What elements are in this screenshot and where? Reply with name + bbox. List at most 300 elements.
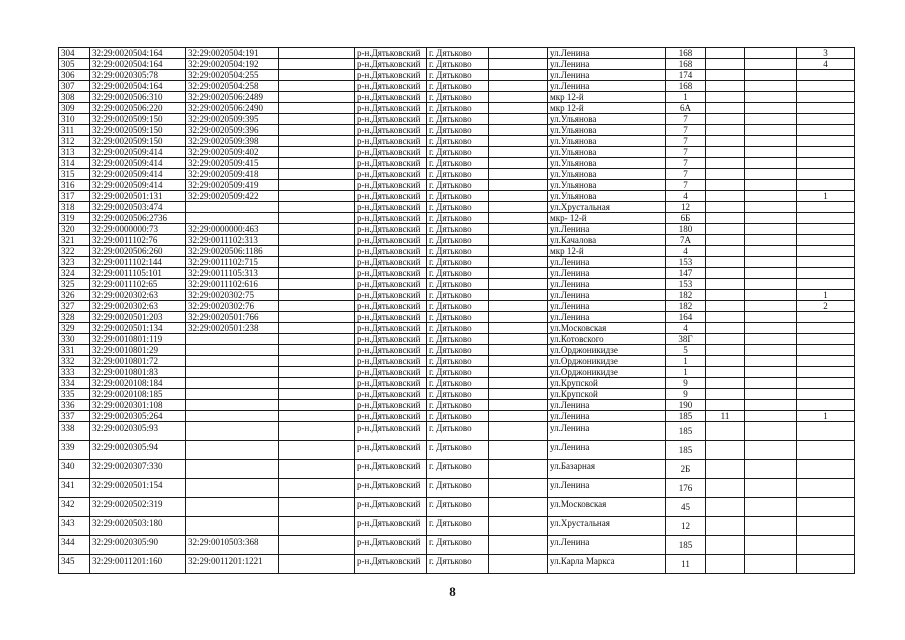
street-cell: ул.Ленина xyxy=(548,479,666,498)
table-row xyxy=(59,268,855,279)
district-cell: р-н.Дятьковский xyxy=(355,422,427,441)
city-cell: г. Дятьково xyxy=(427,224,489,235)
blank-cell xyxy=(745,158,797,169)
blank-cell xyxy=(489,180,548,191)
apartment-number-cell xyxy=(797,213,855,224)
cadastral-number-2-cell: 32:29:0020509:422 xyxy=(186,191,279,202)
blank-cell xyxy=(279,411,355,422)
blank-cell xyxy=(745,290,797,301)
row-number-cell: 328 xyxy=(59,312,90,323)
cadastral-number-2-cell: 32:29:0020509:395 xyxy=(186,114,279,125)
extra-number-cell xyxy=(706,257,745,268)
apartment-number-cell: 2 xyxy=(797,301,855,312)
blank-cell xyxy=(489,378,548,389)
district-cell: р-н.Дятьковский xyxy=(355,378,427,389)
district-cell: р-н.Дятьковский xyxy=(355,213,427,224)
table-row xyxy=(59,147,855,158)
district-cell: р-н.Дятьковский xyxy=(355,460,427,479)
blank-cell xyxy=(745,202,797,213)
blank-cell xyxy=(279,517,355,536)
row-number-cell: 336 xyxy=(59,400,90,411)
table-row xyxy=(59,125,855,136)
blank-cell xyxy=(489,235,548,246)
apartment-number-cell xyxy=(797,536,855,555)
cadastral-number-2-cell: 32:29:0020302:76 xyxy=(186,301,279,312)
house-number-cell: 11 xyxy=(666,555,706,574)
city-cell: г. Дятьково xyxy=(427,378,489,389)
apartment-number-cell xyxy=(797,334,855,345)
city-cell: г. Дятьково xyxy=(427,536,489,555)
house-number-cell: 185 xyxy=(666,411,706,422)
cadastral-number-2-cell xyxy=(186,498,279,517)
district-cell: р-н.Дятьковский xyxy=(355,257,427,268)
row-number-cell: 305 xyxy=(59,59,90,70)
extra-number-cell xyxy=(706,422,745,441)
page-number: 8 xyxy=(449,584,456,599)
apartment-number-cell xyxy=(797,70,855,81)
city-cell: г. Дятьково xyxy=(427,555,489,574)
row-number-cell: 306 xyxy=(59,70,90,81)
extra-number-cell xyxy=(706,400,745,411)
cadastral-number-2-cell xyxy=(186,422,279,441)
blank-cell xyxy=(745,301,797,312)
district-cell: р-н.Дятьковский xyxy=(355,158,427,169)
table-row xyxy=(59,378,855,389)
cadastral-number-cell: 32:29:0011201:160 xyxy=(90,555,186,574)
street-cell: ул.Ульянова xyxy=(548,125,666,136)
cadastral-number-2-cell: 32:29:0011105:313 xyxy=(186,268,279,279)
cadastral-number-cell: 32:29:0010801:29 xyxy=(90,345,186,356)
district-cell: р-н.Дятьковский xyxy=(355,389,427,400)
cadastral-number-2-cell xyxy=(186,389,279,400)
blank-cell xyxy=(279,235,355,246)
extra-number-cell xyxy=(706,498,745,517)
blank-cell xyxy=(489,356,548,367)
blank-cell xyxy=(745,441,797,460)
row-number-cell: 329 xyxy=(59,323,90,334)
street-cell: ул.Московская xyxy=(548,323,666,334)
blank-cell xyxy=(745,191,797,202)
cadastral-number-2-cell: 32:29:0020504:258 xyxy=(186,81,279,92)
table-row xyxy=(59,301,855,312)
table-row xyxy=(59,180,855,191)
city-cell: г. Дятьково xyxy=(427,334,489,345)
blank-cell xyxy=(745,389,797,400)
street-cell: ул.Ленина xyxy=(548,279,666,290)
extra-number-cell xyxy=(706,517,745,536)
extra-number-cell: 11 xyxy=(706,411,745,422)
blank-cell xyxy=(279,312,355,323)
city-cell: г. Дятьково xyxy=(427,323,489,334)
street-cell: ул.Ленина xyxy=(548,411,666,422)
apartment-number-cell xyxy=(797,345,855,356)
blank-cell xyxy=(489,268,548,279)
row-number-cell: 310 xyxy=(59,114,90,125)
row-number-cell: 337 xyxy=(59,411,90,422)
row-number-cell: 344 xyxy=(59,536,90,555)
blank-cell xyxy=(279,136,355,147)
table-row xyxy=(59,441,855,460)
extra-number-cell xyxy=(706,345,745,356)
table-row xyxy=(59,555,855,574)
extra-number-cell xyxy=(706,367,745,378)
extra-number-cell xyxy=(706,460,745,479)
table-row xyxy=(59,224,855,235)
table-row xyxy=(59,235,855,246)
house-number-cell: 7 xyxy=(666,147,706,158)
row-number-cell: 327 xyxy=(59,301,90,312)
cadastral-number-2-cell: 32:29:0011102:715 xyxy=(186,257,279,268)
street-cell: ул.Ленина xyxy=(548,422,666,441)
cadastral-number-cell: 32:29:0020305:94 xyxy=(90,441,186,460)
district-cell: р-н.Дятьковский xyxy=(355,312,427,323)
blank-cell xyxy=(745,81,797,92)
house-number-cell: 38Г xyxy=(666,334,706,345)
district-cell: р-н.Дятьковский xyxy=(355,224,427,235)
city-cell: г. Дятьково xyxy=(427,59,489,70)
cadastral-number-cell: 32:29:0020302:63 xyxy=(90,290,186,301)
city-cell: г. Дятьково xyxy=(427,202,489,213)
apartment-number-cell xyxy=(797,279,855,290)
extra-number-cell xyxy=(706,48,745,59)
cadastral-number-2-cell xyxy=(186,345,279,356)
city-cell: г. Дятьково xyxy=(427,301,489,312)
extra-number-cell xyxy=(706,441,745,460)
row-number-cell: 317 xyxy=(59,191,90,202)
document-page xyxy=(58,47,855,574)
apartment-number-cell xyxy=(797,158,855,169)
blank-cell xyxy=(745,147,797,158)
row-number-cell: 323 xyxy=(59,257,90,268)
blank-cell xyxy=(489,460,548,479)
table-row xyxy=(59,92,855,103)
row-number-cell: 320 xyxy=(59,224,90,235)
street-cell: ул.Котовского xyxy=(548,334,666,345)
blank-cell xyxy=(745,257,797,268)
apartment-number-cell: 1 xyxy=(797,191,855,202)
district-cell: р-н.Дятьковский xyxy=(355,125,427,136)
house-number-cell: 12 xyxy=(666,202,706,213)
city-cell: г. Дятьково xyxy=(427,48,489,59)
blank-cell xyxy=(745,400,797,411)
row-number-cell: 321 xyxy=(59,235,90,246)
district-cell: р-н.Дятьковский xyxy=(355,356,427,367)
cadastral-number-2-cell: 32:29:0020504:255 xyxy=(186,70,279,81)
city-cell: г. Дятьково xyxy=(427,367,489,378)
house-number-cell: 12 xyxy=(666,517,706,536)
house-number-cell: 7 xyxy=(666,180,706,191)
district-cell: р-н.Дятьковский xyxy=(355,400,427,411)
row-number-cell: 304 xyxy=(59,48,90,59)
table-row xyxy=(59,246,855,257)
extra-number-cell xyxy=(706,70,745,81)
house-number-cell: 176 xyxy=(666,479,706,498)
blank-cell xyxy=(745,136,797,147)
apartment-number-cell: 1 xyxy=(797,290,855,301)
table-row xyxy=(59,169,855,180)
cadastral-number-cell: 32:29:0020509:150 xyxy=(90,114,186,125)
extra-number-cell xyxy=(706,301,745,312)
district-cell: р-н.Дятьковский xyxy=(355,411,427,422)
house-number-cell: 168 xyxy=(666,59,706,70)
blank-cell xyxy=(489,345,548,356)
blank-cell xyxy=(489,213,548,224)
apartment-number-cell xyxy=(797,103,855,114)
apartment-number-cell xyxy=(797,147,855,158)
blank-cell xyxy=(279,158,355,169)
street-cell: ул.Ленина xyxy=(548,70,666,81)
cadastral-number-2-cell: 32:29:0020509:415 xyxy=(186,158,279,169)
extra-number-cell xyxy=(706,114,745,125)
city-cell: г. Дятьково xyxy=(427,180,489,191)
blank-cell xyxy=(489,400,548,411)
table-row xyxy=(59,460,855,479)
blank-cell xyxy=(279,202,355,213)
house-number-cell: 45 xyxy=(666,498,706,517)
blank-cell xyxy=(279,290,355,301)
district-cell: р-н.Дятьковский xyxy=(355,555,427,574)
city-cell: г. Дятьково xyxy=(427,213,489,224)
blank-cell xyxy=(489,59,548,70)
cadastral-number-cell: 32:29:0020509:414 xyxy=(90,158,186,169)
district-cell: р-н.Дятьковский xyxy=(355,191,427,202)
cadastral-number-cell: 32:29:0020503:474 xyxy=(90,202,186,213)
blank-cell xyxy=(279,334,355,345)
blank-cell xyxy=(489,169,548,180)
cadastral-number-2-cell: 32:29:0020509:402 xyxy=(186,147,279,158)
street-cell: ул.Орджоникидзе xyxy=(548,356,666,367)
table-row xyxy=(59,422,855,441)
blank-cell xyxy=(489,517,548,536)
cadastral-number-cell: 32:29:0020509:414 xyxy=(90,169,186,180)
extra-number-cell xyxy=(706,180,745,191)
blank-cell xyxy=(279,378,355,389)
blank-cell xyxy=(489,224,548,235)
city-cell: г. Дятьково xyxy=(427,460,489,479)
cadastral-number-cell: 32:29:0020305:90 xyxy=(90,536,186,555)
blank-cell xyxy=(745,213,797,224)
extra-number-cell xyxy=(706,81,745,92)
blank-cell xyxy=(745,367,797,378)
cadastral-number-cell: 32:29:0000000:73 xyxy=(90,224,186,235)
apartment-number-cell xyxy=(797,460,855,479)
city-cell: г. Дятьково xyxy=(427,169,489,180)
city-cell: г. Дятьково xyxy=(427,235,489,246)
house-number-cell: 182 xyxy=(666,290,706,301)
house-number-cell: 9 xyxy=(666,389,706,400)
apartment-number-cell xyxy=(797,114,855,125)
cadastral-number-cell: 32:29:0011102:76 xyxy=(90,235,186,246)
extra-number-cell xyxy=(706,378,745,389)
house-number-cell: 7 xyxy=(666,169,706,180)
blank-cell xyxy=(279,479,355,498)
city-cell: г. Дятьково xyxy=(427,479,489,498)
blank-cell xyxy=(489,114,548,125)
table-row xyxy=(59,202,855,213)
street-cell: мкр 12-й xyxy=(548,246,666,257)
blank-cell xyxy=(279,279,355,290)
district-cell: р-н.Дятьковский xyxy=(355,345,427,356)
table-row xyxy=(59,136,855,147)
blank-cell xyxy=(745,536,797,555)
house-number-cell: 185 xyxy=(666,422,706,441)
cadastral-number-2-cell: 32:29:0010503:368 xyxy=(186,536,279,555)
cadastral-number-2-cell: 32:29:0020506:2490 xyxy=(186,103,279,114)
house-number-cell: 174 xyxy=(666,70,706,81)
extra-number-cell xyxy=(706,103,745,114)
blank-cell xyxy=(745,224,797,235)
apartment-number-cell xyxy=(797,498,855,517)
cadastral-number-cell: 32:29:0020503:180 xyxy=(90,517,186,536)
blank-cell xyxy=(489,555,548,574)
blank-cell xyxy=(489,125,548,136)
apartment-number-cell xyxy=(797,202,855,213)
cadastral-number-2-cell xyxy=(186,356,279,367)
cadastral-number-2-cell: 32:29:0020509:418 xyxy=(186,169,279,180)
house-number-cell: 7А xyxy=(666,235,706,246)
city-cell: г. Дятьково xyxy=(427,279,489,290)
city-cell: г. Дятьково xyxy=(427,191,489,202)
cadastral-number-2-cell: 32:29:0020504:191 xyxy=(186,48,279,59)
cadastral-number-cell: 32:29:0011102:144 xyxy=(90,257,186,268)
table-row xyxy=(59,257,855,268)
district-cell: р-н.Дятьковский xyxy=(355,70,427,81)
blank-cell xyxy=(279,114,355,125)
extra-number-cell xyxy=(706,224,745,235)
table-row xyxy=(59,191,855,202)
blank-cell xyxy=(489,389,548,400)
street-cell: ул.Ленина xyxy=(548,59,666,70)
cadastral-number-cell: 32:29:0020302:63 xyxy=(90,301,186,312)
district-cell: р-н.Дятьковский xyxy=(355,180,427,191)
house-number-cell: 1 xyxy=(666,92,706,103)
cadastral-number-2-cell xyxy=(186,400,279,411)
city-cell: г. Дятьково xyxy=(427,125,489,136)
house-number-cell: 164 xyxy=(666,312,706,323)
blank-cell xyxy=(745,334,797,345)
extra-number-cell xyxy=(706,356,745,367)
blank-cell xyxy=(279,345,355,356)
district-cell: р-н.Дятьковский xyxy=(355,59,427,70)
city-cell: г. Дятьково xyxy=(427,158,489,169)
street-cell: ул.Ульянова xyxy=(548,169,666,180)
cadastral-number-cell: 32:29:0020509:150 xyxy=(90,136,186,147)
extra-number-cell xyxy=(706,246,745,257)
table-row xyxy=(59,323,855,334)
extra-number-cell xyxy=(706,92,745,103)
house-number-cell: 1 xyxy=(666,356,706,367)
extra-number-cell xyxy=(706,268,745,279)
row-number-cell: 307 xyxy=(59,81,90,92)
blank-cell xyxy=(279,460,355,479)
cadastral-number-cell: 32:29:0020509:150 xyxy=(90,125,186,136)
district-cell: р-н.Дятьковский xyxy=(355,169,427,180)
blank-cell xyxy=(745,279,797,290)
house-number-cell: 185 xyxy=(666,536,706,555)
house-number-cell: 7 xyxy=(666,114,706,125)
blank-cell xyxy=(489,334,548,345)
street-cell: ул.Хрустальная xyxy=(548,202,666,213)
table-row xyxy=(59,114,855,125)
district-cell: р-н.Дятьковский xyxy=(355,517,427,536)
blank-cell xyxy=(489,411,548,422)
blank-cell xyxy=(745,70,797,81)
cadastral-number-2-cell: 32:29:0020302:75 xyxy=(186,290,279,301)
blank-cell xyxy=(745,114,797,125)
house-number-cell: 153 xyxy=(666,257,706,268)
row-number-cell: 322 xyxy=(59,246,90,257)
blank-cell xyxy=(279,257,355,268)
extra-number-cell xyxy=(706,59,745,70)
apartment-number-cell xyxy=(797,136,855,147)
city-cell: г. Дятьково xyxy=(427,498,489,517)
apartment-number-cell xyxy=(797,235,855,246)
blank-cell xyxy=(489,367,548,378)
district-cell: р-н.Дятьковский xyxy=(355,92,427,103)
apartment-number-cell: 1 xyxy=(797,411,855,422)
house-number-cell: 180 xyxy=(666,224,706,235)
blank-cell xyxy=(745,125,797,136)
cadastral-number-2-cell xyxy=(186,517,279,536)
street-cell: ул.Ленина xyxy=(548,312,666,323)
street-cell: ул.Ленина xyxy=(548,290,666,301)
blank-cell xyxy=(279,301,355,312)
apartment-number-cell xyxy=(797,555,855,574)
registry-table xyxy=(58,47,855,574)
city-cell: г. Дятьково xyxy=(427,422,489,441)
street-cell: ул.Ленина xyxy=(548,301,666,312)
row-number-cell: 311 xyxy=(59,125,90,136)
cadastral-number-cell: 32:29:0020501:134 xyxy=(90,323,186,334)
table-row xyxy=(59,367,855,378)
cadastral-number-cell: 32:29:0020504:164 xyxy=(90,48,186,59)
cadastral-number-2-cell: 32:29:0011102:313 xyxy=(186,235,279,246)
cadastral-number-cell: 32:29:0020502:319 xyxy=(90,498,186,517)
cadastral-number-2-cell xyxy=(186,460,279,479)
cadastral-number-cell: 32:29:0020506:310 xyxy=(90,92,186,103)
cadastral-number-2-cell xyxy=(186,411,279,422)
blank-cell xyxy=(745,48,797,59)
blank-cell xyxy=(489,136,548,147)
blank-cell xyxy=(489,536,548,555)
apartment-number-cell: 3 xyxy=(797,48,855,59)
street-cell: ул.Орджоникидзе xyxy=(548,367,666,378)
city-cell: г. Дятьково xyxy=(427,517,489,536)
cadastral-number-2-cell xyxy=(186,202,279,213)
blank-cell xyxy=(279,536,355,555)
apartment-number-cell xyxy=(797,268,855,279)
street-cell: ул.Орджоникидзе xyxy=(548,345,666,356)
street-cell: ул.Базарная xyxy=(548,460,666,479)
cadastral-number-cell: 32:29:0010801:72 xyxy=(90,356,186,367)
extra-number-cell xyxy=(706,323,745,334)
extra-number-cell xyxy=(706,389,745,400)
city-cell: г. Дятьково xyxy=(427,389,489,400)
blank-cell xyxy=(745,498,797,517)
house-number-cell: 2Б xyxy=(666,460,706,479)
city-cell: г. Дятьково xyxy=(427,441,489,460)
row-number-cell: 330 xyxy=(59,334,90,345)
street-cell: ул.Ульянова xyxy=(548,180,666,191)
row-number-cell: 316 xyxy=(59,180,90,191)
extra-number-cell xyxy=(706,279,745,290)
row-number-cell: 312 xyxy=(59,136,90,147)
blank-cell xyxy=(745,345,797,356)
extra-number-cell xyxy=(706,169,745,180)
blank-cell xyxy=(279,92,355,103)
blank-cell xyxy=(279,103,355,114)
cadastral-number-cell: 32:29:0011105:101 xyxy=(90,268,186,279)
